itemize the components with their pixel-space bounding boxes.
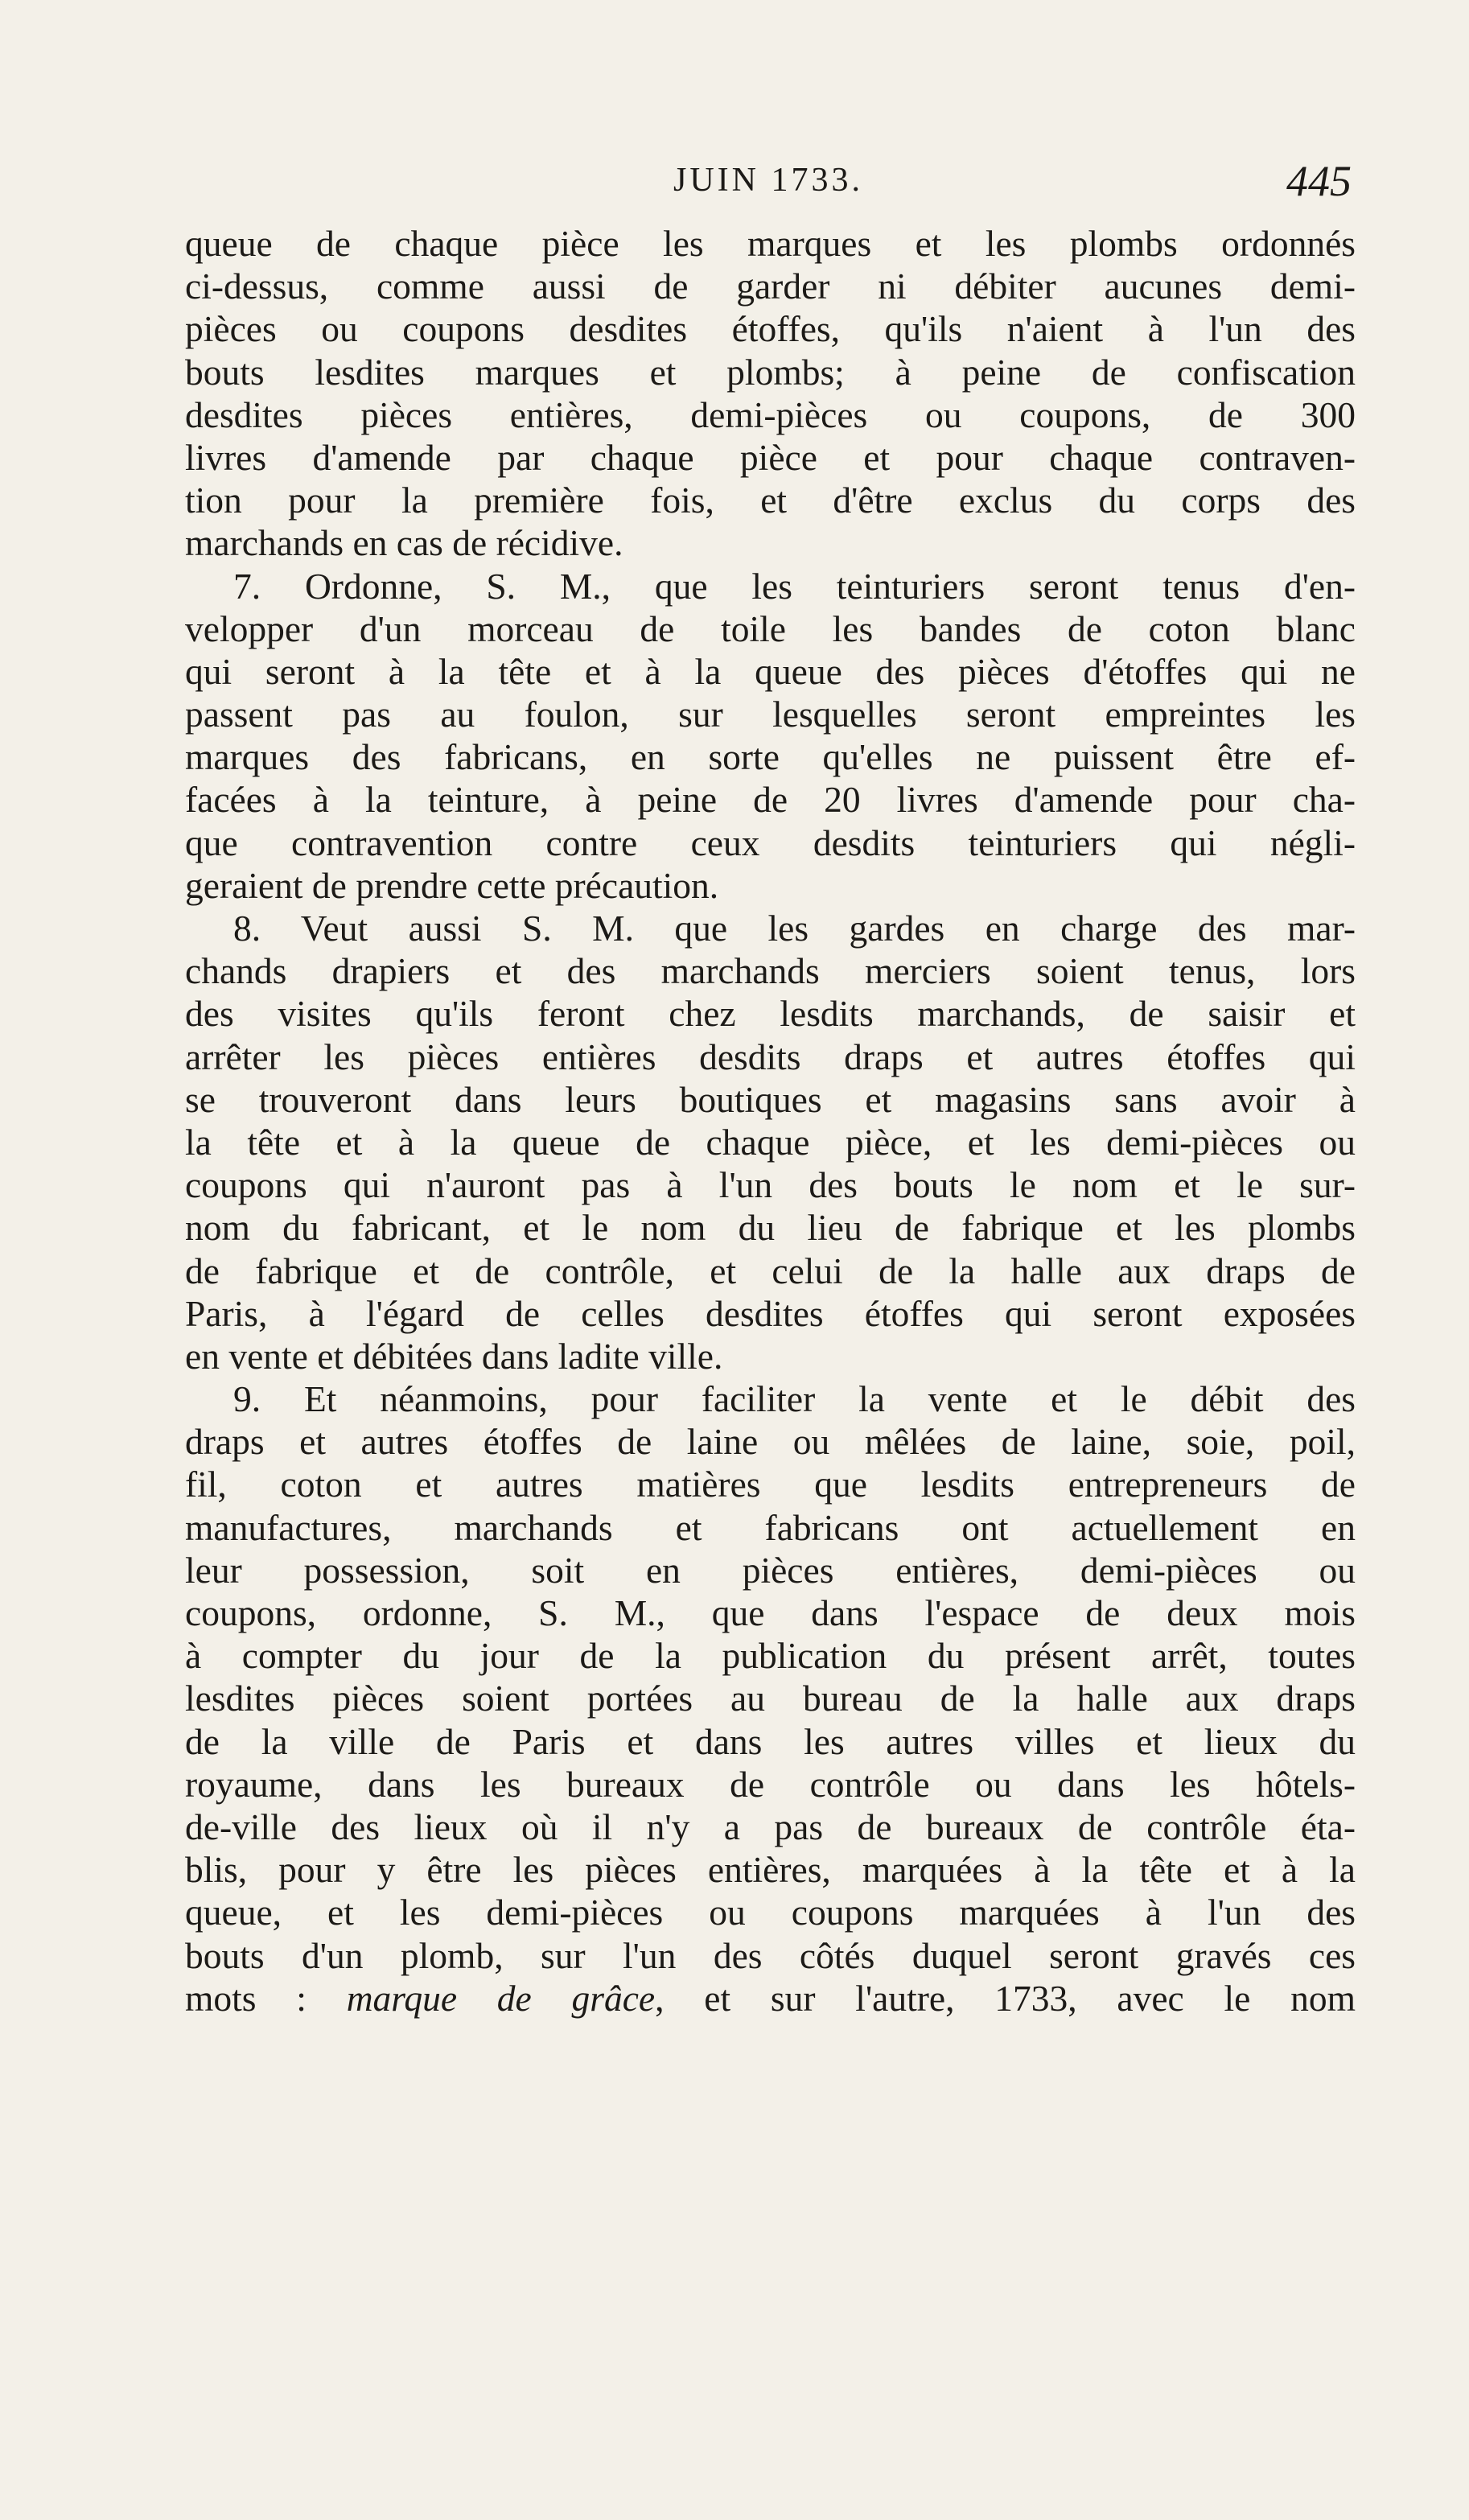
text-line: tion pour la première fois, et d'être exclus du corps des xyxy=(185,480,1356,521)
text-line: de la ville de Paris et dans les autres villes et lieux du xyxy=(185,1720,1356,1762)
text-line: queue, et les demi-pièces ou coupons marquées à l'un des xyxy=(185,1892,1356,1933)
text-line-final xyxy=(185,1977,1356,2020)
text-line: 8. Veut aussi S. M. que les gardes en charge des mar- xyxy=(233,908,1356,949)
text-line: leur possession, soit en pièces entières, demi-pièces ou xyxy=(185,1549,1356,1591)
text-line: passent pas au foulon, sur lesquelles seront empreintes les xyxy=(185,694,1356,735)
italic-phrase: marque de grâce xyxy=(346,1977,656,2019)
text-line: draps et autres étoffes de laine ou mêlées de laine, soie, poil, xyxy=(185,1421,1356,1463)
text-line: blis, pour y être les pièces entières, marquées à la tête et à la xyxy=(185,1849,1356,1891)
text-line: Paris, à l'égard de celles desdites étoffes qui seront exposées xyxy=(185,1292,1356,1334)
text-line: qui seront à la tête et à la queue des pièces d'étoffes qui ne xyxy=(185,650,1356,692)
final-line-end: , et sur l'autre, 1733, avec le nom xyxy=(655,1977,1356,2019)
page-header xyxy=(185,157,1352,217)
text-line: lesdites pièces soient portées au bureau de la halle aux draps xyxy=(185,1678,1356,1719)
text-line: coupons qui n'auront pas à l'un des bouts le nom et le sur- xyxy=(185,1164,1356,1206)
text-line: velopper d'un morceau de toile les bandes de coton blanc xyxy=(185,607,1356,649)
text-line: que contravention contre ceux desdits teinturiers qui négli- xyxy=(185,821,1356,863)
body-text xyxy=(185,222,1356,2020)
text-line: queue de chaque pièce les marques et les plombs ordonnés xyxy=(185,223,1356,264)
text-line: royaume, dans les bureaux de contrôle ou dans les hôtels- xyxy=(185,1763,1356,1805)
page-number: 445 xyxy=(1286,157,1352,205)
text-line: ci-dessus, comme aussi de garder ni débiter aucunes demi- xyxy=(185,266,1356,307)
text-line: marques des fabricans, en sorte qu'elles ne puissent être ef- xyxy=(185,736,1356,778)
text-line: facées à la teinture, à peine de 20 livres d'amende pour cha- xyxy=(185,779,1356,821)
text-line: bouts d'un plomb, sur l'un des côtés duquel seront gravés ces xyxy=(185,1934,1356,1976)
text-line: bouts lesdites marques et plombs; à peine de confiscation xyxy=(185,351,1356,393)
text-line: nom du fabricant, et le nom du lieu de fabrique et les plombs xyxy=(185,1207,1356,1249)
text-line: manufactures, marchands et fabricans ont actuellement en xyxy=(185,1506,1356,1548)
text-line: pièces ou coupons desdites étoffes, qu'ils n'aient à l'un des xyxy=(185,308,1356,350)
text-line: geraient de prendre cette précaution. xyxy=(185,864,719,906)
text-line: desdites pièces entières, demi-pièces ou coupons, de 300 xyxy=(185,393,1356,435)
text-line: des visites qu'ils feront chez lesdits marchands, de saisir et xyxy=(185,993,1356,1035)
text-line: livres d'amende par chaque pièce et pour chaque contraven- xyxy=(185,436,1356,478)
final-line-start: mots : xyxy=(185,1977,347,2019)
text-line: à compter du jour de la publication du présent arrêt, toutes xyxy=(185,1635,1356,1677)
text-line: coupons, ordonne, S. M., que dans l'espace de deux mois xyxy=(185,1592,1356,1633)
text-line: se trouveront dans leurs boutiques et magasins sans avoir à xyxy=(185,1078,1356,1120)
text-line: chands drapiers et des marchands merciers soient tenus, lors xyxy=(185,950,1356,992)
text-line: en vente et débitées dans ladite ville. xyxy=(185,1335,723,1377)
text-line: la tête et à la queue de chaque pièce, et les demi-pièces ou xyxy=(185,1121,1356,1163)
text-line: marchands en cas de récidive. xyxy=(185,522,623,564)
text-line: de-ville des lieux où il n'y a pas de bureaux de contrôle éta- xyxy=(185,1806,1356,1847)
text-line: fil, coton et autres matières que lesdits entrepreneurs de xyxy=(185,1464,1356,1505)
text-line: arrêter les pièces entières desdits draps et autres étoffes qui xyxy=(185,1036,1356,1077)
text-line: de fabrique et de contrôle, et celui de la halle aux draps de xyxy=(185,1250,1356,1291)
text-line: 9. Et néanmoins, pour faciliter la vente et le débit des xyxy=(233,1378,1356,1420)
running-head: JUIN 1733. xyxy=(673,162,863,199)
text-line: 7. Ordonne, S. M., que les teinturiers seront tenus d'en- xyxy=(233,565,1356,607)
